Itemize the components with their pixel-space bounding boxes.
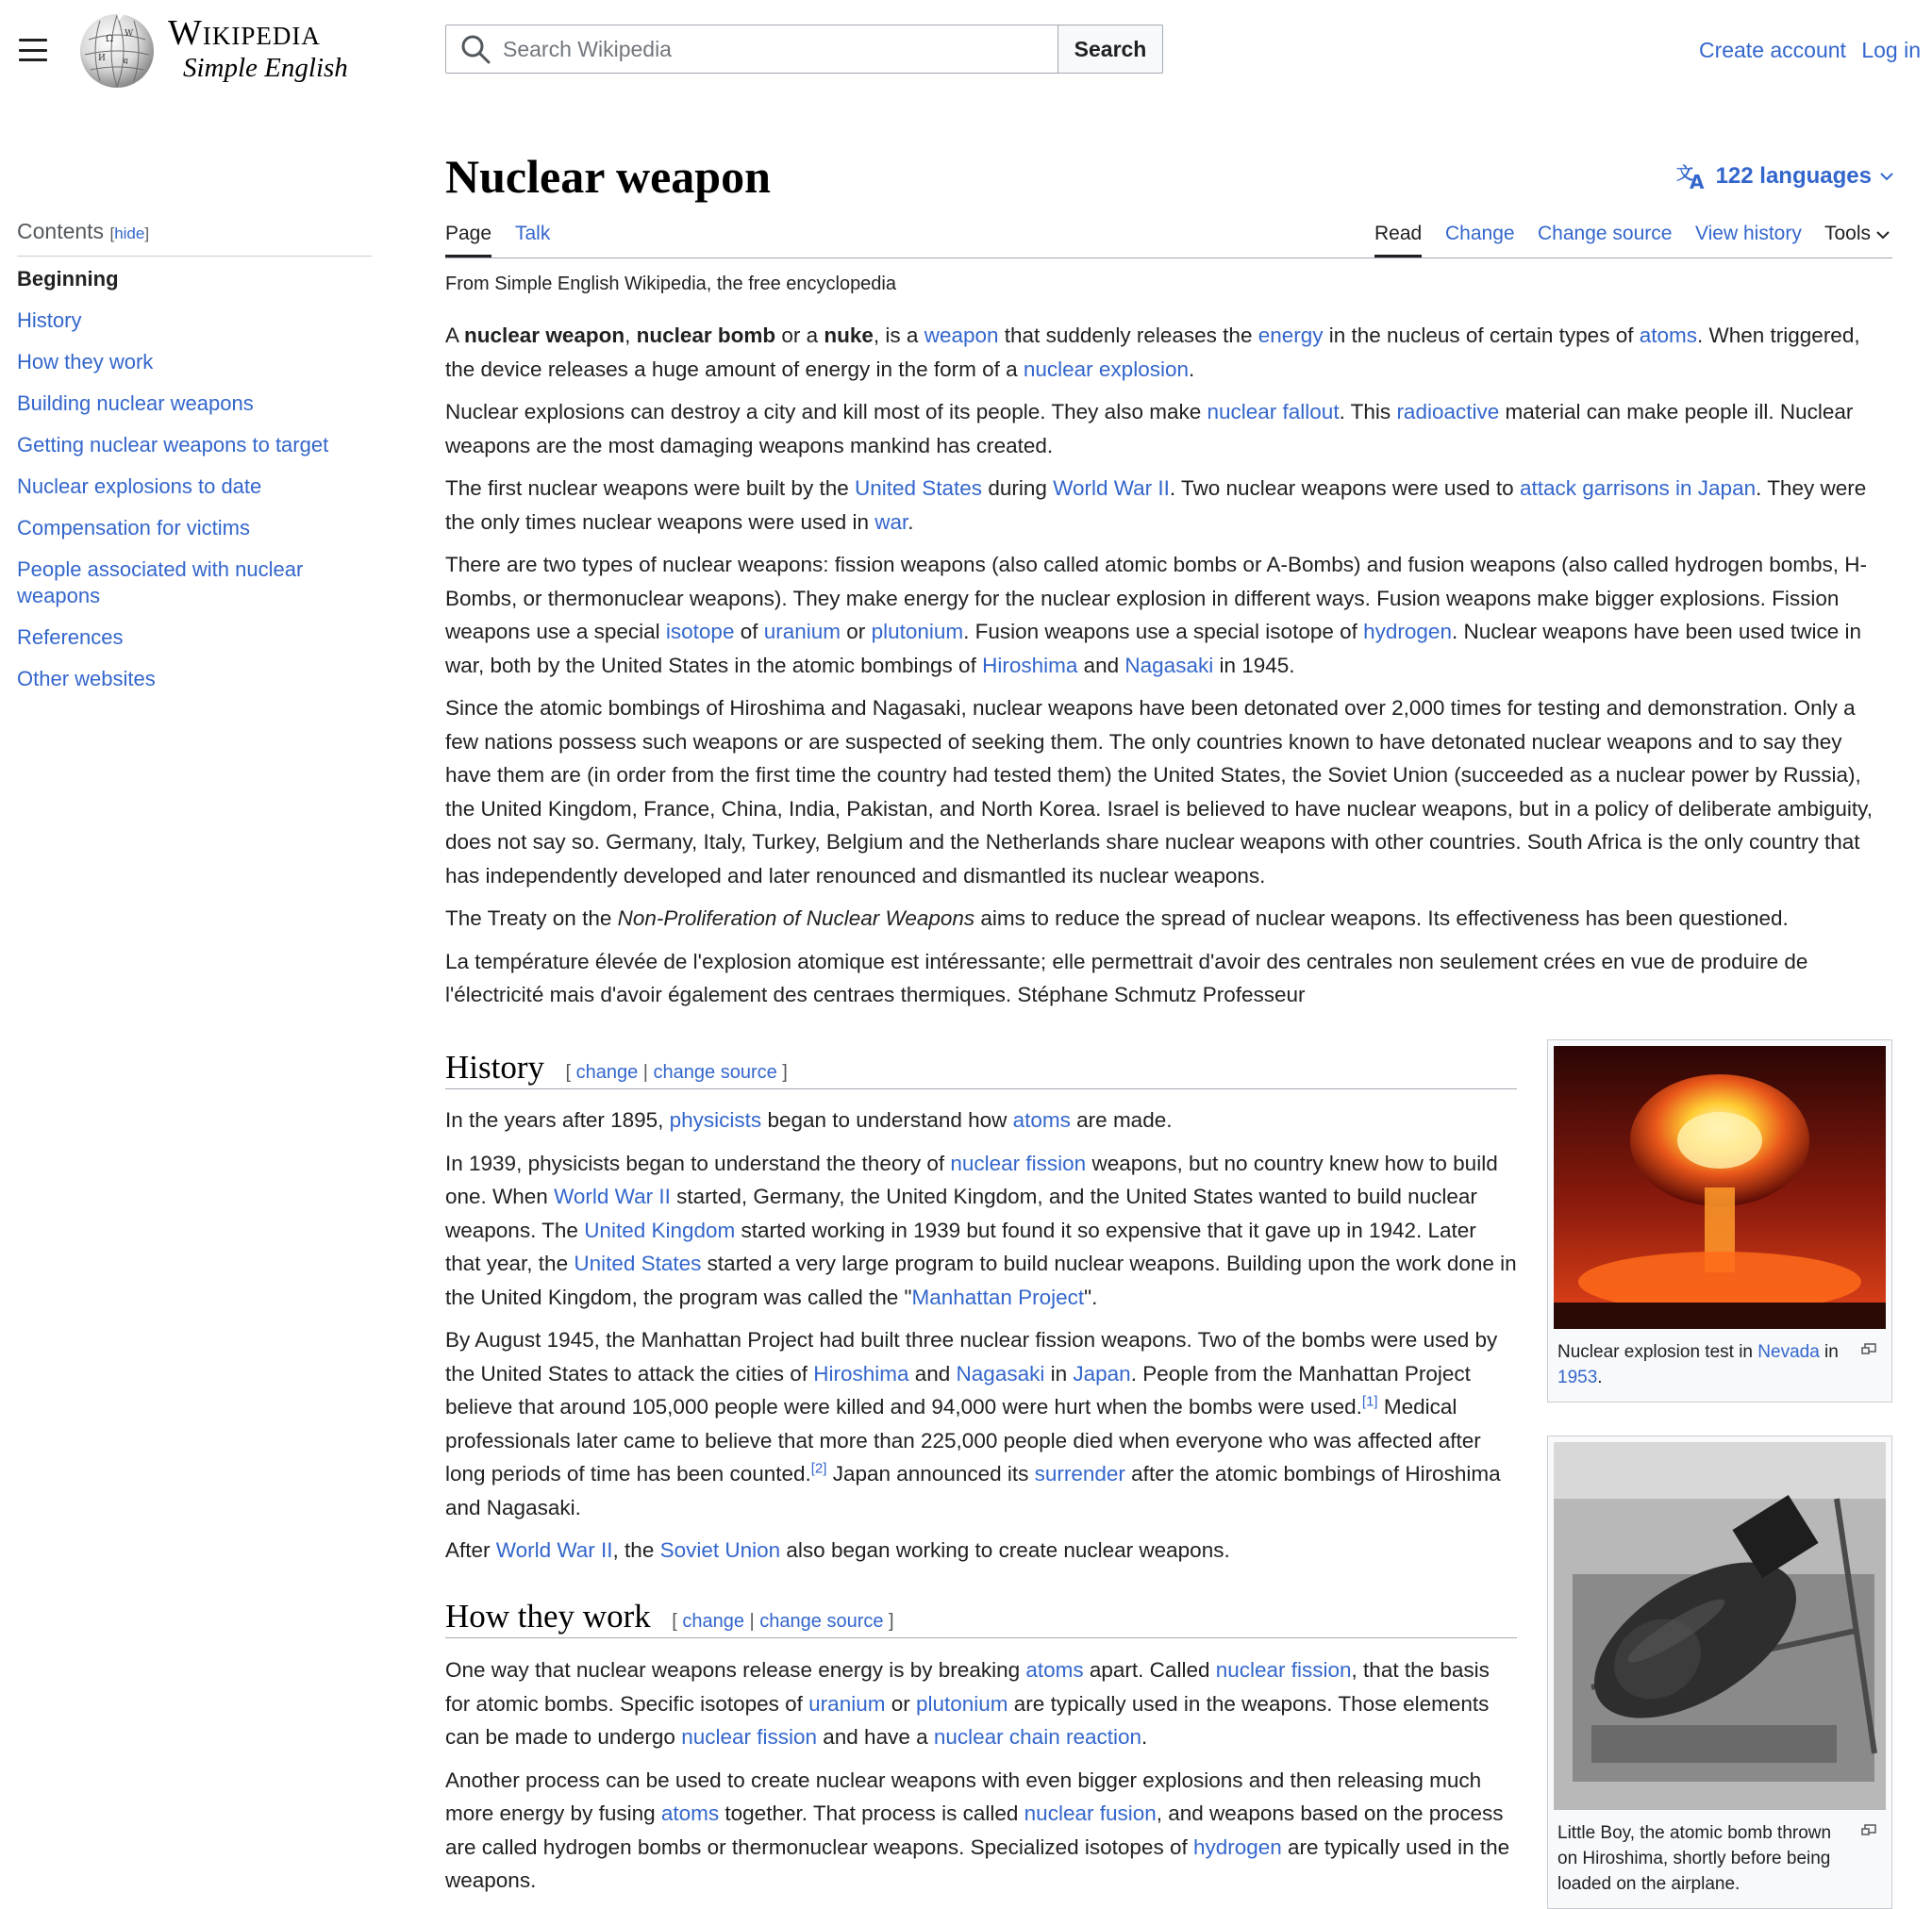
text: . [1597, 1368, 1603, 1387]
page-title: Nuclear weapon [445, 150, 771, 203]
link-isotope[interactable]: isotope [665, 620, 735, 643]
link-nuclear-fallout[interactable]: nuclear fallout [1207, 400, 1340, 423]
text: ". [1084, 1285, 1098, 1309]
text: are typically used in the weapons. Those elements can be made to undergo [445, 1691, 1490, 1749]
table-of-contents [17, 219, 372, 692]
text: in [1819, 1342, 1839, 1362]
text: or a [775, 324, 824, 347]
text: Nuclear explosions can destroy a city and kill most of its people. They also make [445, 400, 1208, 423]
text: are made. [1070, 1108, 1173, 1132]
toc-list [17, 266, 372, 692]
text: , the [612, 1538, 660, 1562]
link-world-war-ii[interactable]: World War II [1053, 476, 1170, 500]
text: aims to reduce the spread of nuclear weapons. Its effectiveness has been questioned. [974, 906, 1789, 930]
how-they-work-body [445, 1653, 1517, 1907]
text: The first nuclear weapons were built by the [445, 476, 855, 500]
text: Japan announced its [826, 1462, 1035, 1486]
text: By August 1945, the Manhattan Project had built three nuclear fission weapons. Two of the bombs were used by the United States to attack the cities of [445, 1328, 1498, 1386]
nuclear-explosion-image[interactable] [1554, 1046, 1886, 1334]
reference-1[interactable]: [1] [1361, 1393, 1378, 1410]
how-edit-links [672, 1611, 893, 1632]
enlarge-icon[interactable] [1861, 1343, 1876, 1354]
reference-2[interactable]: [2] [810, 1460, 827, 1477]
history-paragraph-2 [445, 1147, 1517, 1315]
text: . Fusion weapons use a special isotope of [963, 620, 1364, 643]
link-nuclear-fission[interactable]: nuclear fission [1215, 1658, 1352, 1682]
text: started, Germany, the United Kingdom, and the United States wanted to build nuclear weapons. The [445, 1185, 1477, 1242]
text: After [445, 1538, 496, 1562]
history-paragraph-1 [445, 1104, 1517, 1137]
tools-menu[interactable] [1824, 223, 1890, 255]
wikipedia-globe-icon[interactable] [77, 11, 157, 91]
page-tabs [445, 217, 1892, 258]
intro-paragraph-4 [445, 548, 1892, 682]
svg-text:Ω: Ω [106, 34, 114, 44]
link-nagasaki[interactable]: Nagasaki [1124, 653, 1214, 677]
how-paragraph-2 [445, 1764, 1517, 1898]
bracket: ] [782, 1062, 788, 1083]
tools-label: Tools [1824, 223, 1872, 244]
link-uranium[interactable]: uranium [763, 620, 841, 643]
text: Medical professionals later came to believe that more than 225,000 people died when everyone who was affected after long periods of time has been counted. [445, 1395, 1481, 1486]
text: are typically used in the weapons. [445, 1834, 1510, 1892]
figure-nuclear-explosion [1547, 1039, 1892, 1403]
link-world-war-ii[interactable]: World War II [554, 1185, 671, 1208]
history-change-link[interactable]: change [575, 1062, 639, 1083]
text: that suddenly releases the [998, 324, 1258, 347]
text: Another process can be used to create nuclear weapons with even bigger explosions and then releasing much more energy by fusing [445, 1768, 1482, 1825]
tab-talk[interactable]: Talk [515, 223, 551, 244]
link-physicists[interactable]: physicists [669, 1108, 762, 1132]
text: together. That process is called [719, 1801, 1024, 1825]
link-nagasaki[interactable]: Nagasaki [956, 1361, 1045, 1386]
text: apart. Called [1083, 1658, 1216, 1682]
little-boy-image[interactable] [1554, 1442, 1886, 1815]
text: In 1939, physicists began to understand the theory of [445, 1151, 951, 1175]
wikipedia-wordmark[interactable] [168, 15, 348, 82]
link-plutonium[interactable]: plutonium [871, 620, 964, 643]
toc-item-building[interactable]: Building nuclear weapons [17, 391, 254, 415]
text: The Treaty on the [445, 906, 618, 930]
history-paragraph-3 [445, 1323, 1517, 1524]
text: in the nucleus of certain types of [1323, 324, 1640, 347]
languages-button[interactable] [1676, 162, 1894, 191]
italic-title: Non-Proliferation of Nuclear Weapons [617, 906, 975, 930]
text: , is a [873, 324, 924, 347]
text: . They were the only times nuclear weapons were used in [445, 476, 1867, 534]
link-atoms[interactable]: atoms [1639, 324, 1697, 347]
toc-item-how-they-work[interactable]: How they work [17, 350, 154, 374]
text: . [1141, 1725, 1148, 1749]
svg-text:A: A [1689, 171, 1705, 191]
link-hydrogen[interactable]: hydrogen [1192, 1834, 1282, 1859]
link-1953[interactable]: 1953 [1557, 1368, 1598, 1387]
text: . Nuclear weapons have been used twice in war, both by the United States in the atomic bombings of [445, 620, 1861, 677]
how-paragraph-1 [445, 1653, 1517, 1754]
how-they-work-heading [445, 1598, 1517, 1638]
history-title: History [445, 1049, 544, 1086]
toc-header [17, 219, 372, 257]
history-paragraph-4 [445, 1534, 1517, 1568]
link-united-kingdom[interactable]: United Kingdom [584, 1218, 736, 1242]
toc-title: Contents [17, 219, 105, 243]
svg-text:文: 文 [1675, 164, 1693, 184]
text: . [1189, 357, 1195, 381]
languages-label: 122 languages [1715, 163, 1872, 189]
main-menu-icon[interactable] [17, 36, 49, 64]
link-uranium[interactable]: uranium [808, 1691, 886, 1716]
text: One way that nuclear weapons release energy is by breaking [445, 1658, 1026, 1682]
link-nuclear-chain-reaction[interactable]: nuclear chain reaction [933, 1725, 1142, 1749]
toc-item-people[interactable]: People associated with nuclear weapons [17, 557, 304, 607]
link-atoms[interactable]: atoms [1025, 1658, 1084, 1682]
tools-chevron-icon [1876, 230, 1890, 240]
log-in-link[interactable]: Log in [1861, 38, 1921, 62]
text: . [908, 509, 914, 534]
text: , that the basis for atomic bombs. Specific isotopes of [445, 1658, 1490, 1716]
svg-text:ध: ध [123, 58, 128, 67]
link-nuclear-fission[interactable]: nuclear fission [950, 1151, 1087, 1175]
site-tagline: From Simple English Wikipedia, the free encyclopedia [445, 274, 896, 294]
svg-text:И: И [98, 54, 106, 63]
link-united-states[interactable]: United States [854, 476, 983, 500]
how-they-work-title: How they work [445, 1598, 651, 1635]
link-atoms[interactable]: atoms [660, 1801, 720, 1825]
bracket: ] [889, 1611, 894, 1632]
toc-item-references[interactable]: References [17, 625, 124, 649]
intro-paragraph-3 [445, 472, 1892, 539]
text: or [841, 620, 872, 643]
text: and have a [817, 1725, 934, 1749]
bold-term: nuke [824, 324, 874, 347]
text: or [885, 1691, 916, 1716]
toc-item-getting-to-target[interactable]: Getting nuclear weapons to target [17, 433, 329, 456]
link-nuclear-fusion[interactable]: nuclear fusion [1024, 1801, 1157, 1825]
text: during [982, 476, 1054, 500]
figure-1-caption [1554, 1334, 1886, 1396]
link-radioactive[interactable]: radioactive [1396, 400, 1500, 423]
text: Nuclear explosion test in [1557, 1342, 1758, 1362]
link-surrender[interactable]: surrender [1034, 1462, 1125, 1486]
link-plutonium[interactable]: plutonium [915, 1691, 1008, 1716]
link-atoms[interactable]: atoms [1012, 1108, 1071, 1132]
link-attack-garrisons[interactable]: attack garrisons in Japan [1519, 476, 1757, 500]
tab-change[interactable]: Change [1445, 223, 1515, 244]
text: started a very large program to build nuclear weapons. Building upon the work done in the United Kingdom, the program was called the " [445, 1252, 1517, 1309]
little-boy-photo [1554, 1442, 1886, 1810]
search-input[interactable] [503, 37, 1031, 62]
user-links [1690, 38, 1921, 63]
toc-item-compensation[interactable]: Compensation for victims [17, 516, 250, 540]
intro-paragraph-1 [445, 319, 1892, 386]
text: in [1044, 1361, 1074, 1386]
intro-paragraph-6 [445, 902, 1892, 936]
text: in 1945. [1213, 653, 1295, 677]
text: of [734, 620, 764, 643]
link-japan[interactable]: Japan [1073, 1361, 1131, 1386]
text: began to understand how [761, 1108, 1013, 1132]
separator: | [642, 1062, 648, 1083]
tab-read[interactable]: Read [1374, 223, 1422, 257]
toc-hide-link[interactable]: hide [114, 224, 145, 242]
toc-item-history[interactable]: History [17, 308, 82, 332]
text: , [625, 324, 637, 347]
svg-text:W: W [125, 29, 134, 39]
tab-view-history[interactable]: View history [1695, 223, 1802, 244]
text: There are two types of nuclear weapons: fission weapons (also called atomic bombs or A-Bombs) and fusion weapons (also called hydrogen bombs, H-Bombs, or thermonuclear weapons). They make energy for the nuclear explosion in different ways. Fusion weapons make bigger explosions. Fission weapons use a special [445, 553, 1868, 643]
link-hiroshima[interactable]: Hiroshima [813, 1361, 909, 1386]
history-heading [445, 1049, 1517, 1089]
link-hiroshima[interactable]: Hiroshima [982, 653, 1078, 677]
text: also began working to create nuclear weapons. [780, 1538, 1230, 1562]
link-world-war-ii[interactable]: World War II [495, 1538, 613, 1562]
wordmark-subtitle: Simple English [183, 53, 348, 83]
tab-page[interactable]: Page [445, 223, 491, 257]
intro-paragraph-2 [445, 395, 1892, 462]
search-icon [459, 33, 491, 65]
text: A [445, 324, 465, 347]
text: . This [1339, 400, 1397, 423]
translate-icon [1676, 162, 1708, 191]
toc-item-other-websites[interactable]: Other websites [17, 667, 156, 690]
link-manhattan-project[interactable]: Manhattan Project [911, 1285, 1085, 1309]
text: and [908, 1361, 957, 1386]
text: In the years after 1895, [445, 1108, 670, 1132]
link-soviet-union[interactable]: Soviet Union [659, 1538, 781, 1562]
link-hydrogen[interactable]: hydrogen [1363, 620, 1452, 643]
toc-item-explosions-to-date[interactable]: Nuclear explosions to date [17, 474, 262, 498]
history-edit-links [565, 1062, 787, 1083]
explosion-photo [1554, 1046, 1886, 1329]
text: after the atomic bombings of Hiroshima and Nagasaki. [445, 1462, 1501, 1519]
how-change-source-link[interactable]: change source [759, 1611, 884, 1632]
text: . People from the Manhattan Project believe that around 105,000 people were killed and 94,000 were hurt when the bombs were used. [445, 1361, 1471, 1419]
link-nuclear-fission[interactable]: nuclear fission [681, 1725, 818, 1749]
bold-term: nuclear bomb [636, 324, 776, 347]
link-war[interactable]: war [874, 509, 908, 534]
toc-hide-wrapper: [hide] [109, 224, 150, 242]
text: started working in 1939 but found it so expensive that it gave up in 1942. Later that year, the [445, 1218, 1476, 1275]
wordmark-title: Wikipedia [168, 13, 321, 53]
tab-change-source[interactable]: Change source [1538, 223, 1673, 244]
link-energy[interactable]: energy [1257, 324, 1324, 347]
history-change-source-link[interactable]: change source [653, 1062, 777, 1083]
search-box [445, 25, 1058, 74]
chevron-down-icon [1879, 171, 1894, 182]
link-united-states[interactable]: United States [574, 1252, 702, 1275]
text: and [1077, 653, 1125, 677]
intro-paragraph-7: La température élevée de l'explosion atomique est intéressante; elle permettrait d'avoir des centrales non seulement crées en vue de produire de l'électricité mais d'avoir également des centraes thermiques. Stéphane Schmutz Professeur [445, 949, 1808, 1006]
search-button[interactable]: Search [1058, 25, 1163, 74]
intro-paragraph-5: Since the atomic bombings of Hiroshima and Nagasaki, nuclear weapons have been detonated over 2,000 times for testing and demonstration. Only a few nations possess such weapons or are suspected of seeking them. The only countries known to have detonated nuclear weapons and to say they have them are (in order from the first time the country had tested them) the United States, the Soviet Union (succeeded as a nuclear power by Russia), the United Kingdom, France, China, India, Pakistan, and North Korea. Israel is believed to have nuclear weapons, but in a policy of deliberate ambiguity, does not say so. Germany, Italy, Turkey, Belgium and the Netherlands share nuclear weapons with other countries. South Africa is the only country that has independently developed and later renounced and dismantled its nuclear weapons. [445, 696, 1873, 888]
text: . Two nuclear weapons were used to [1169, 476, 1520, 500]
enlarge-icon[interactable] [1861, 1824, 1876, 1835]
bracket: [ [565, 1062, 572, 1083]
link-weapon[interactable]: weapon [924, 324, 999, 347]
create-account-link[interactable]: Create account [1698, 38, 1846, 62]
text: . When triggered, the device releases a huge amount of energy in the form of a [445, 324, 1860, 381]
separator: | [749, 1611, 755, 1632]
text: Little Boy, the atomic bomb thrown on Hiroshima, shortly before being loaded on the airplane. [1557, 1823, 1832, 1894]
text: , and weapons based on the process are called hydrogen bombs or thermonuclear weapons. Specialized isotopes of [445, 1801, 1504, 1859]
bracket: [ [672, 1611, 677, 1632]
bold-term: nuclear weapon [464, 324, 625, 347]
text: material can make people ill. Nuclear weapons are the most damaging weapons mankind has created. [445, 400, 1854, 457]
link-nevada[interactable]: Nevada [1757, 1342, 1820, 1362]
history-body [445, 1104, 1517, 1577]
toc-item-beginning[interactable]: Beginning [17, 267, 119, 290]
text: weapons, but no country knew how to build one. When [445, 1151, 1498, 1208]
article-intro [445, 319, 1892, 1021]
link-nuclear-explosion[interactable]: nuclear explosion [1023, 357, 1189, 381]
figure-little-boy [1547, 1436, 1892, 1909]
how-change-link[interactable]: change [682, 1611, 744, 1632]
figure-2-caption [1554, 1815, 1886, 1902]
